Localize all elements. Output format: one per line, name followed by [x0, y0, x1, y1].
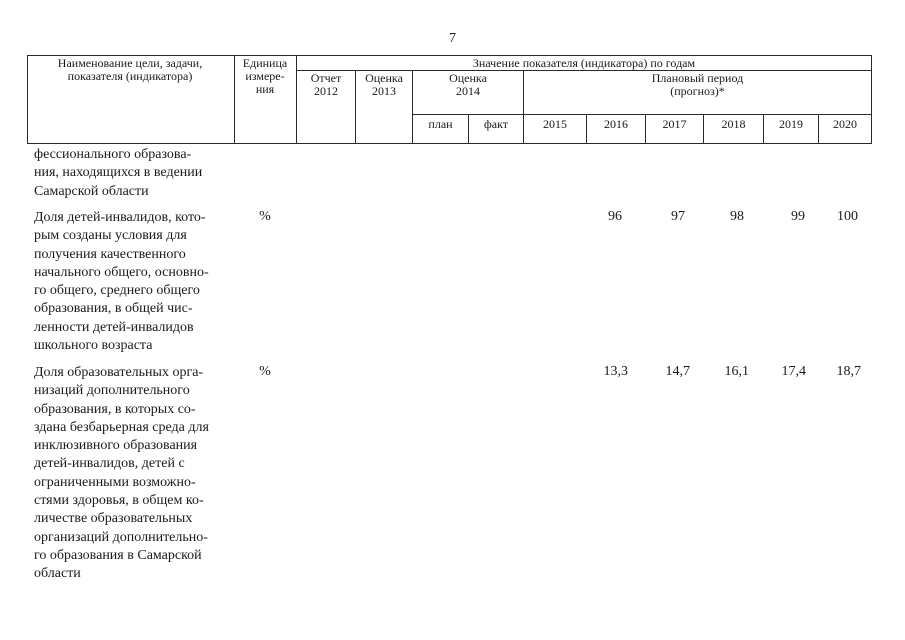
header-estimate-label: Оценка — [365, 71, 403, 85]
header-value-group: Значение показателя (индикатора) по годам — [472, 56, 696, 70]
row-value-2018: 98 — [730, 209, 744, 224]
header-year-2017: 2017 — [662, 117, 687, 131]
row-value-2020: 18,7 — [836, 364, 861, 379]
row-value-2017: 14,7 — [665, 364, 690, 379]
header-planned-period-label: Плановый период — [651, 71, 744, 85]
header-year-2019: 2019 — [779, 117, 803, 131]
header-name-column: Наименование цели, задачи, показателя (индикатора) — [57, 56, 203, 83]
table-row-name: Доля детей-инвалидов, кото- рым созданы условия для получения качественного начального общего, основно- го общего, среднего общего образования, в общей чис- ленности детей-инвалидов школьного возраста — [34, 210, 209, 354]
header-fact: факт — [483, 117, 509, 131]
table-row-continuation: фессионального образова- ния, находящихся в ведении Самарской области — [34, 147, 203, 199]
header-year-2015: 2015 — [543, 117, 567, 131]
header-unit-line: ния — [255, 82, 275, 96]
header-planned-period — [524, 72, 871, 98]
row-value-2018: 16,1 — [724, 364, 749, 379]
row-value-2019: 17,4 — [781, 364, 806, 379]
header-unit-line: Единица — [242, 56, 288, 70]
row-value-2016: 96 — [608, 209, 622, 224]
header-plan: план — [428, 117, 453, 131]
header-year-2020: 2020 — [833, 117, 857, 131]
header-report-year: 2012 — [314, 84, 338, 98]
page-number: 7 — [449, 31, 456, 46]
header-estimate-2013 — [356, 72, 412, 98]
header-estimate-2014 — [413, 72, 523, 98]
header-estimate-year: 2013 — [372, 84, 396, 98]
header-estimate-label: Оценка — [449, 71, 487, 85]
row-value-2020: 100 — [837, 209, 858, 224]
row-value-2016: 13,3 — [603, 364, 628, 379]
header-year-2018: 2018 — [721, 117, 746, 131]
header-year-2016: 2016 — [604, 117, 628, 131]
row-value-2019: 99 — [791, 209, 805, 224]
header-planned-period-note: (прогноз)* — [670, 84, 725, 98]
row-unit: % — [259, 364, 271, 379]
header-estimate-year: 2014 — [456, 84, 480, 98]
header-report-2012 — [297, 72, 355, 98]
row-value-2017: 97 — [671, 209, 685, 224]
header-unit-column — [236, 57, 294, 96]
header-report-label: Отчет — [310, 71, 342, 85]
header-unit-line: измере- — [245, 69, 285, 83]
table-row-name: Доля образовательных орга- низаций дополнительного образования, в которых со- здана безбарьерная среда для инклюзивного образования детей-инвалидов, детей с ограниченными возможно- стями здоровья, в общем ко- личестве образовательных организаций дополнительно- го образования в Самарской области — [34, 365, 209, 582]
row-unit: % — [259, 209, 271, 224]
